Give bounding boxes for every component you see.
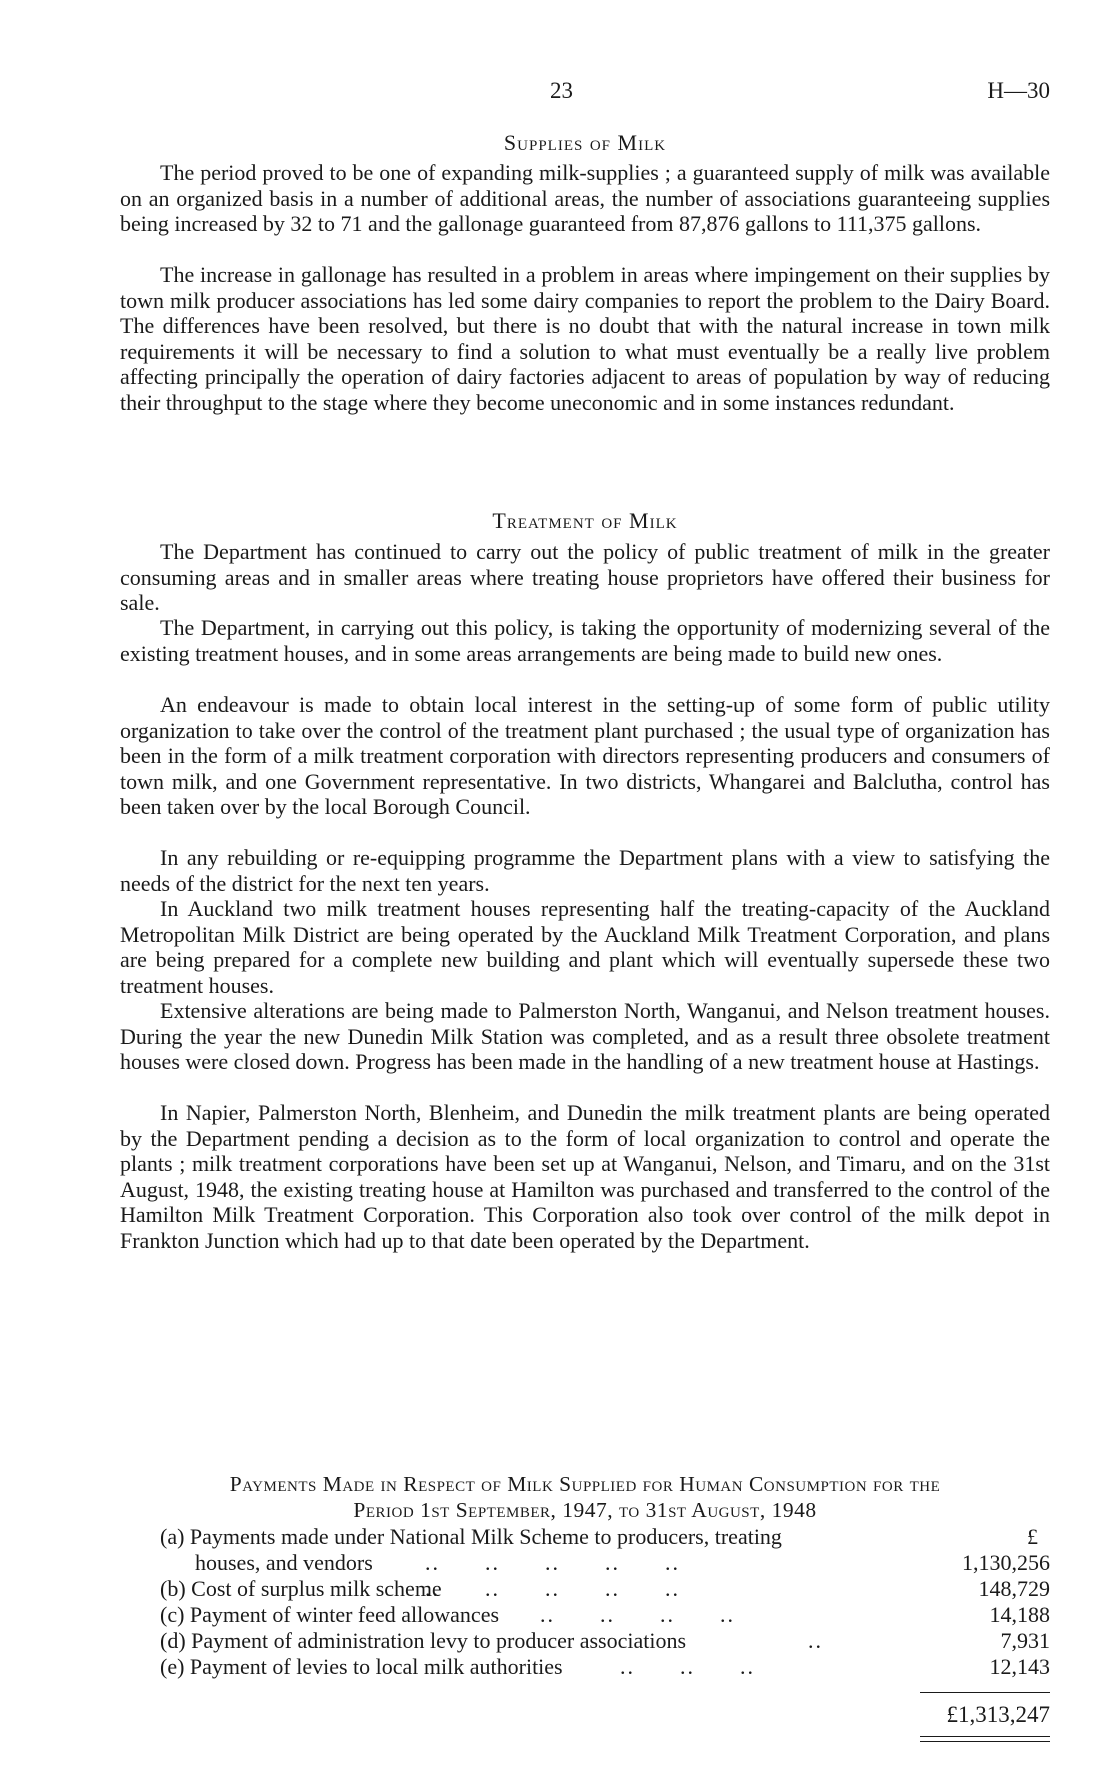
table-row [120,1654,1050,1680]
payments-heading-line1: Payments Made in Respect of Milk Supplied for Human Consumption for the [229,1472,941,1496]
payment-label: (c) Payment of winter feed allowances [160,1602,500,1627]
paragraph: The Department, in carrying out this policy, is taking the opportunity of modernizing several of the existing treatment houses, and in some areas arrangements are being made to build new ones. [120,615,1050,666]
payments-heading-line2: Period 1st September, 1947, to 31st August, 1948 [353,1498,817,1522]
paragraph: In any rebuilding or re-equipping programme the Department plans with a view to satisfying the needs of the district for the next ten years. [120,845,1050,896]
leader-dots: .. .. .. .. .. [425,1550,680,1575]
payment-label: (b) Cost of surplus milk scheme [160,1576,442,1601]
paragraph: An endeavour is made to obtain local interest in the setting-up of some form of public utility organization to take over the control of the treatment plant purchased ; the usual type of organization has been in the form of a milk treatment corporation with directors representing producers and consumers of town milk, and one Government representative. In two districts, Whangarei and Balclutha, control has been taken over by the local Borough Council. [120,692,1050,820]
paragraph: Extensive alterations are being made to Palmerston North, Wanganui, and Nelson treatment houses. During the year the new Dunedin Milk Station was completed, and as a result three obsolete treatment houses were closed down. Progress has been made in the handling of a new treatment house at Hastings. [120,998,1050,1075]
payment-amount: 148,729 [978,1576,1050,1601]
leader-dots: .. .. .. [620,1654,755,1679]
payment-label-continued: houses, and vendors [195,1550,373,1575]
payment-label: (d) Payment of administration levy to producer associations [160,1628,687,1653]
leader-dots: .. .. .. .. [540,1602,735,1627]
payment-label: (a) Payments made under National Milk Scheme to producers, treating [160,1524,782,1549]
currency-symbol: £ [1027,1524,1038,1549]
payment-amount: 14,188 [989,1602,1050,1627]
paragraph: In Auckland two milk treatment houses representing half the treating-capacity of the Auckland Metropolitan Milk District are being operated by the Auckland Milk Treatment Corporation, and plans are being prepared for a complete new building and plant which will eventually supersede these two treatment houses. [120,896,1050,998]
paragraph: The increase in gallonage has resulted in a problem in areas where impingement on their supplies by town milk producer associations has led some dairy companies to report the problem to the Dairy Board. The differences have been resolved, but there is no doubt that with the natural increase in town milk requirements it will be necessary to find a solution to what must eventually be a really live problem affecting principally the operation of dairy factories adjacent to areas of population by way of reducing their throughput to the stage where they become uneconomic and in some instances redundant. [120,262,1050,415]
table-row [120,1524,1050,1550]
payment-amount: 7,931 [1000,1628,1050,1653]
payments-total: £1,313,247 [946,1702,1050,1727]
leader-dots: .. .. .. .. .. [425,1576,680,1601]
payment-label: (e) Payment of levies to local milk authorities [160,1654,563,1679]
table-row [120,1602,1050,1628]
leader-dots: .. [808,1628,823,1653]
paragraph: In Napier, Palmerston North, Blenheim, and Dunedin the milk treatment plants are being operated by the Department pending a decision as to the form of local organization to control and operate the plants ; milk treatment corporations have been set up at Wanganui, Nelson, and Timaru, and on the 31st August, 1948, the existing treating house at Hamilton was purchased and transferred to the control of the Hamilton Milk Treatment Corporation. This Corporation also took over control of the milk depot in Frankton Junction which had up to that date been operated by the Department. [120,1100,1050,1253]
paragraph: The Department has continued to carry out the policy of public treatment of milk in the greater consuming areas and in smaller areas where treating house proprietors have offered their business for sale. [120,539,1050,616]
section-heading-treatment: Treatment of Milk [492,508,678,533]
double-rule [920,1736,1050,1742]
paragraph: The period proved to be one of expanding milk-supplies ; a guaranteed supply of milk was available on an organized basis in a number of additional areas, the number of associations guaranteeing supplies being increased by 32 to 71 and the gallonage guaranteed from 87,876 gallons to 111,375 gallons. [120,160,1050,237]
document-reference: H—30 [987,78,1050,103]
payment-amount: 12,143 [989,1654,1050,1679]
table-row [120,1550,1050,1576]
sum-rule [920,1692,1050,1693]
page-header [120,78,1050,108]
payment-amount: 1,130,256 [962,1550,1050,1575]
page-number: 23 [550,78,573,103]
section-heading-supplies: Supplies of Milk [503,130,667,155]
table-row [120,1576,1050,1602]
table-row [120,1628,1050,1654]
